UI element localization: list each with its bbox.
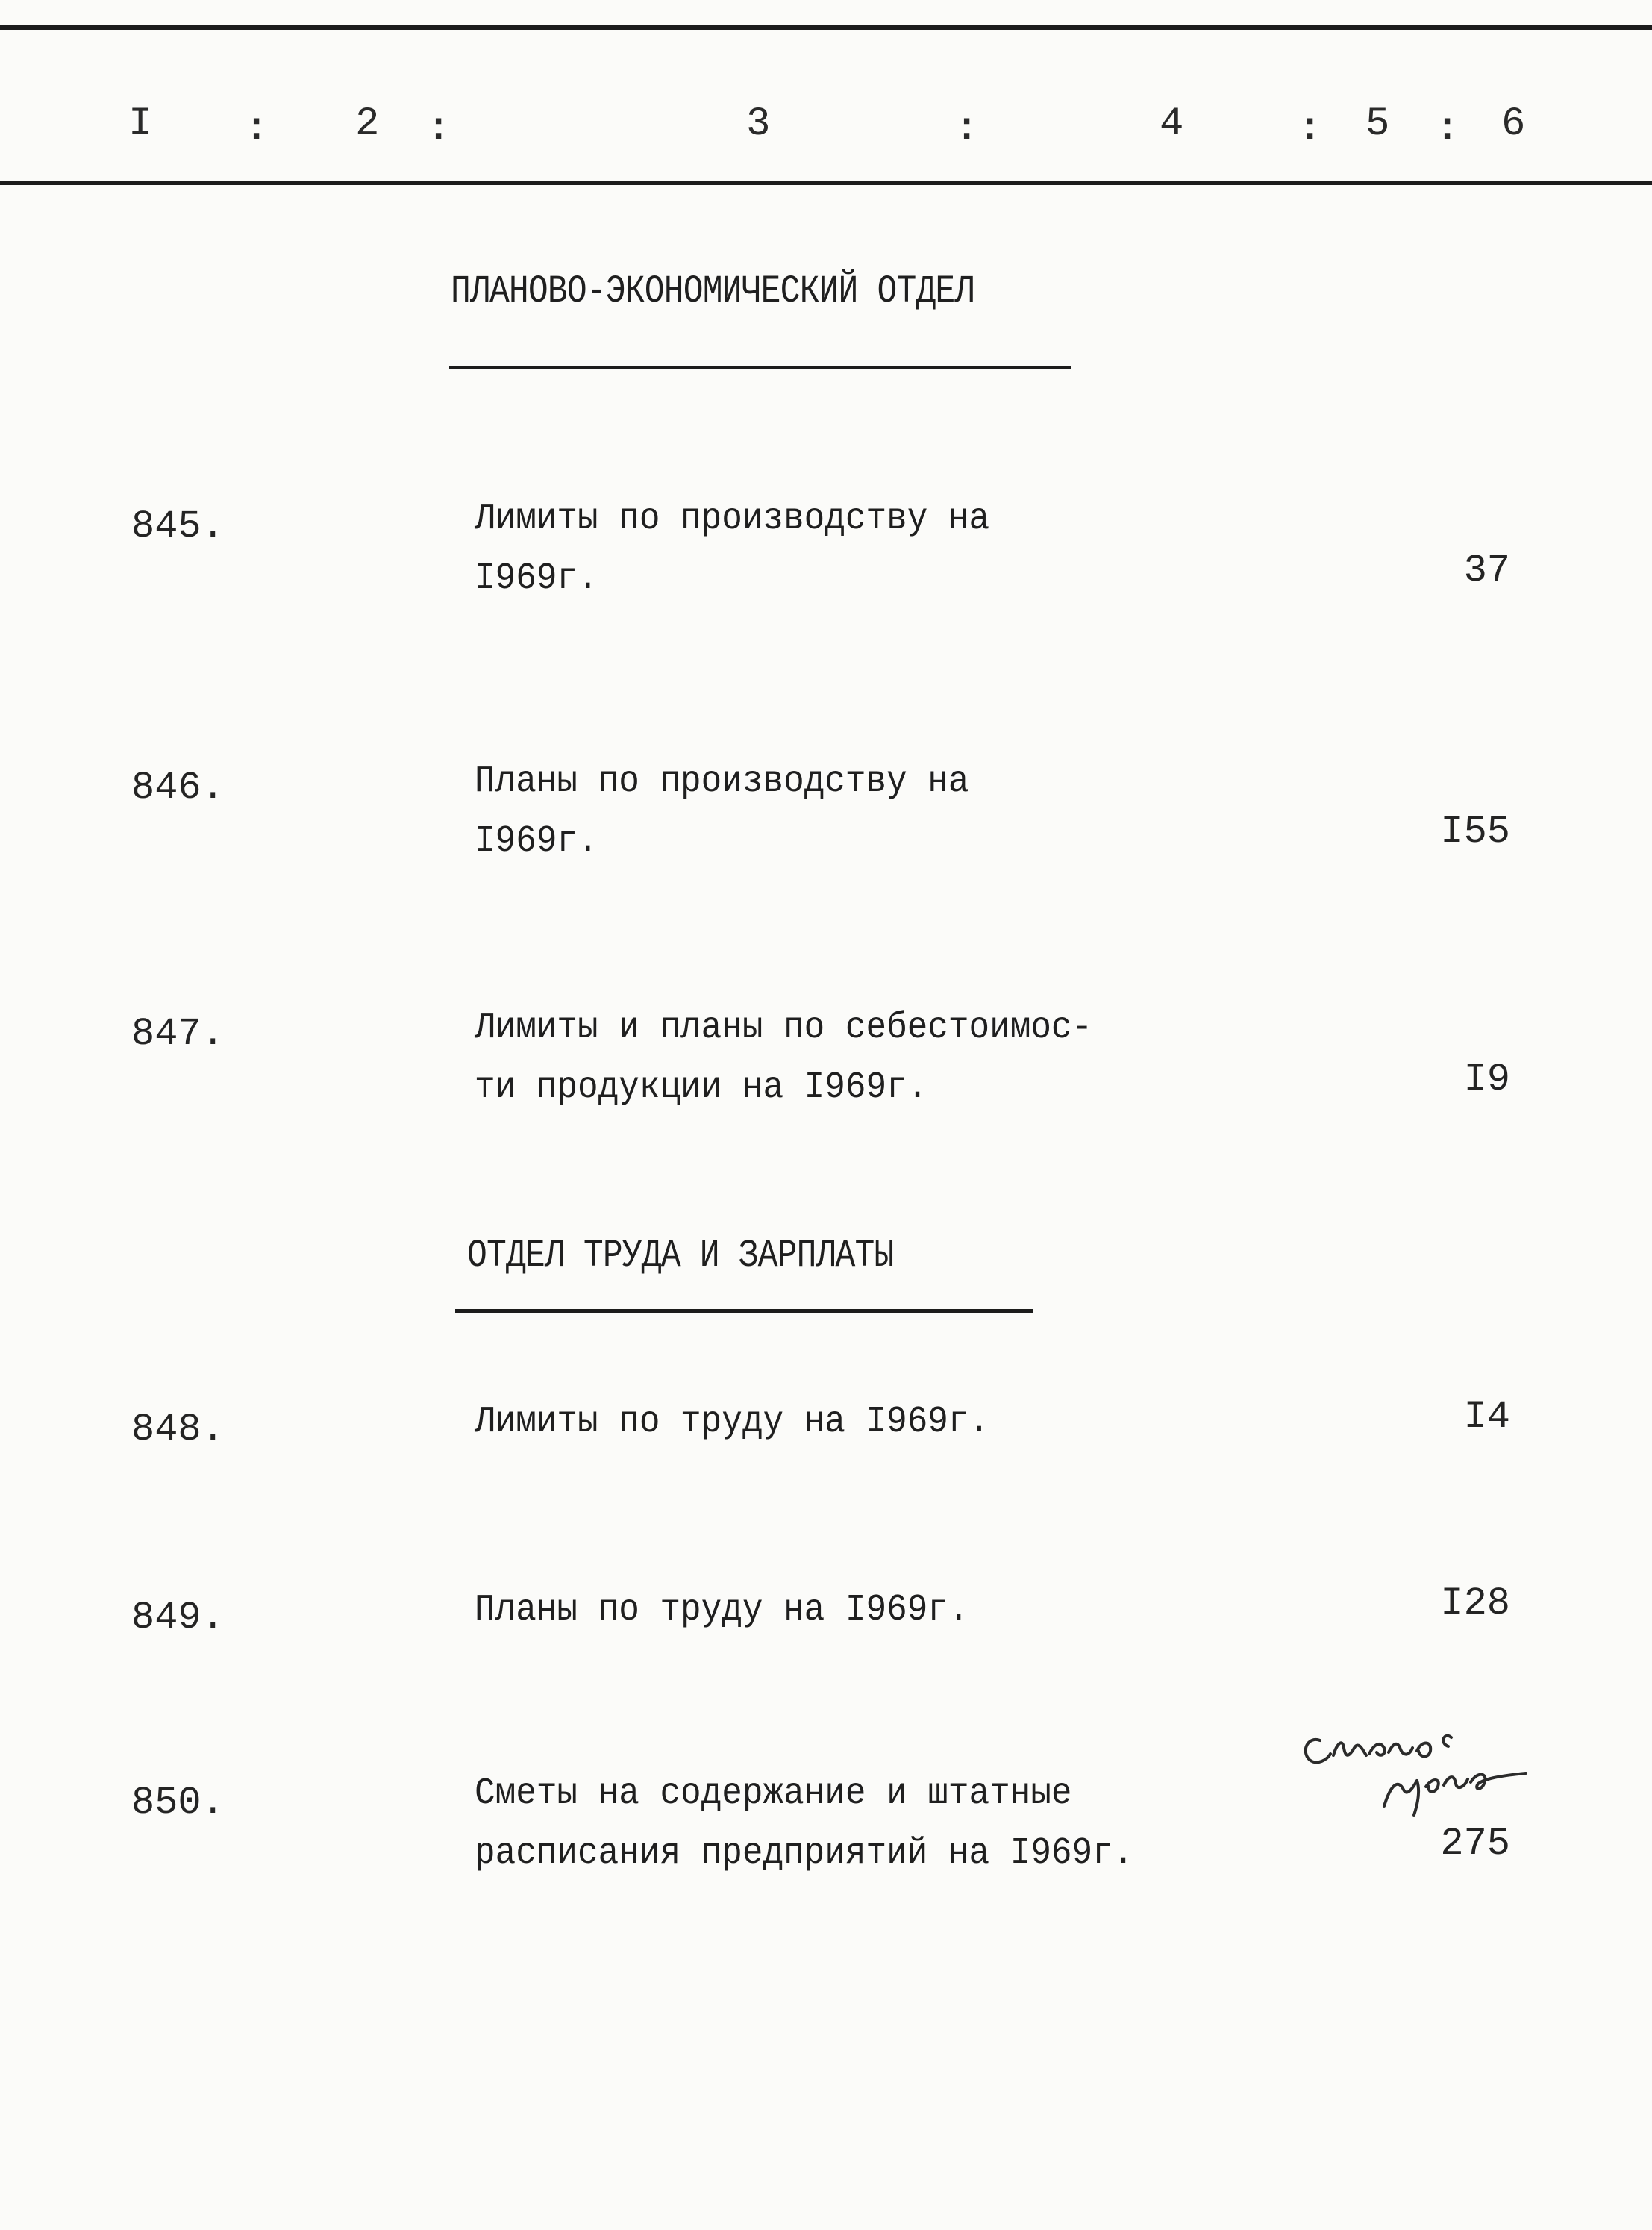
item-number: 848.	[131, 1408, 225, 1452]
column-separator: :	[1298, 107, 1322, 151]
column-header-6: 6	[1501, 101, 1526, 147]
item-description	[475, 490, 1161, 609]
item-number: 846.	[131, 766, 225, 810]
item-line: Лимиты по труду на I969г.	[475, 1401, 990, 1443]
section-underline	[449, 366, 1071, 369]
column-separator: :	[245, 107, 269, 151]
column-header-3: 3	[746, 101, 771, 147]
item-quantity: 275	[1440, 1822, 1510, 1866]
item-quantity: I55	[1440, 810, 1510, 854]
handwritten-note-scribble	[1295, 1718, 1578, 1830]
item-line: I969г.	[475, 820, 598, 863]
section-underline	[455, 1309, 1033, 1313]
item-quantity: I4	[1463, 1395, 1510, 1439]
column-header-4: 4	[1160, 101, 1184, 147]
item-description	[475, 1764, 1161, 1884]
header-rule	[0, 181, 1652, 185]
column-header-1: I	[128, 101, 153, 147]
column-header-5: 5	[1365, 101, 1390, 147]
item-line: Сметы на содержание и штатные	[475, 1773, 1072, 1815]
section-title: ПЛАНОВО-ЭКОНОМИЧЕСКИЙ ОТДЕЛ	[451, 269, 974, 313]
column-separator: :	[955, 107, 979, 151]
item-number: 847.	[131, 1012, 225, 1056]
section-title: ОТДЕЛ ТРУДА И ЗАРПЛАТЫ	[467, 1234, 894, 1278]
item-description	[475, 999, 1161, 1118]
item-quantity: I9	[1463, 1058, 1510, 1102]
handwritten-note	[1295, 1718, 1578, 1830]
item-line: Лимиты и планы по себестоимос-	[475, 1007, 1093, 1049]
item-line: I969г.	[475, 558, 598, 600]
item-line: Лимиты по производству на	[475, 498, 990, 540]
item-line: Планы по труду на I969г.	[475, 1589, 969, 1631]
item-line: ти продукции на I969г.	[475, 1066, 928, 1109]
item-number: 849.	[131, 1596, 225, 1640]
top-rule	[0, 25, 1652, 30]
item-description	[475, 1581, 1161, 1640]
item-description	[475, 752, 1161, 872]
item-quantity: I28	[1440, 1581, 1510, 1625]
column-separator: :	[1436, 107, 1459, 151]
item-quantity: 37	[1463, 549, 1510, 593]
item-description	[475, 1393, 1161, 1452]
item-number: 845.	[131, 505, 225, 549]
item-number: 850.	[131, 1781, 225, 1825]
column-header-2: 2	[355, 101, 380, 147]
item-line: Планы по производству на	[475, 760, 969, 803]
item-line: расписания предприятий на I969г.	[475, 1832, 1134, 1875]
column-separator: :	[427, 107, 451, 151]
